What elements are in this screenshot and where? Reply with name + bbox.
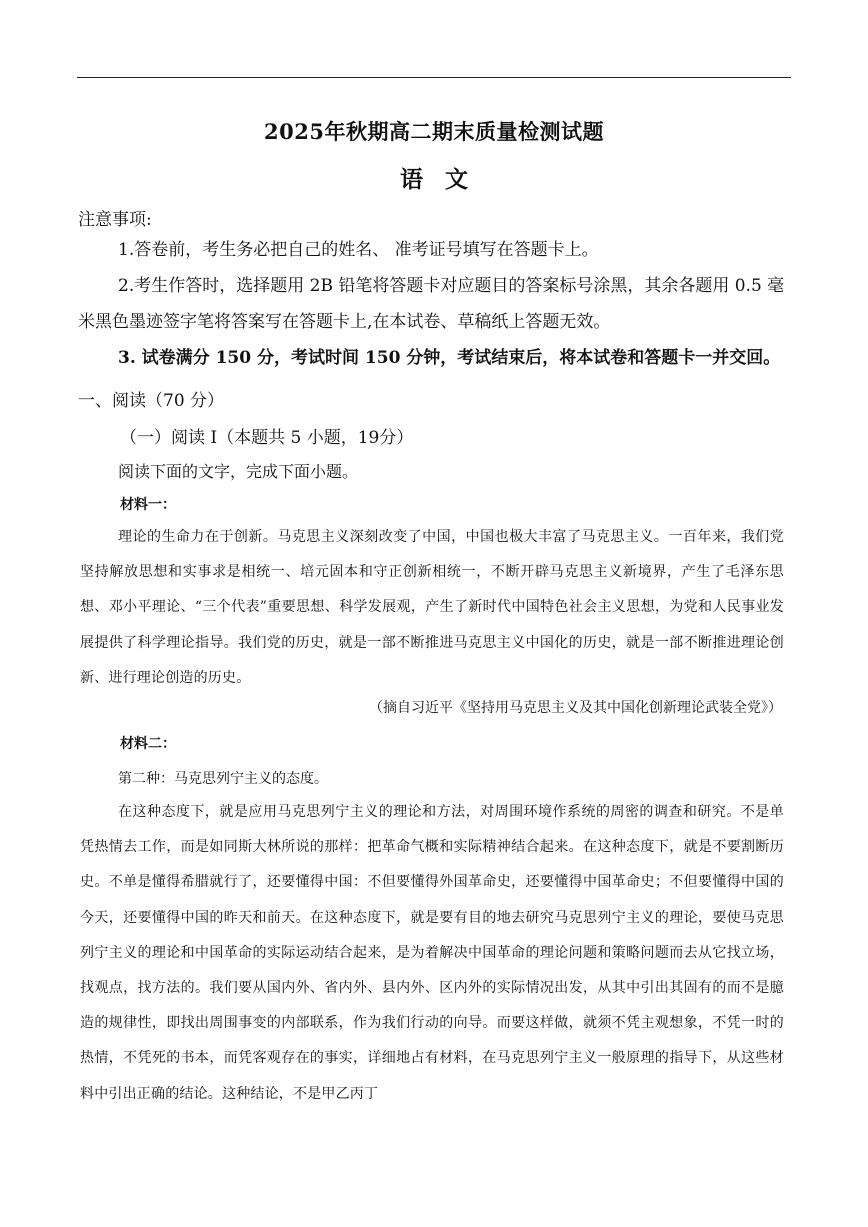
material2-text: 在这种态度下，就是应用马克思列宁主义的理论和方法，对周围环境作系统的周密的调查和研究。不是单凭热情去工作，而是如同斯大林所说的那样：把革命气概和实际精神结合起来。在这种态度下，就是不要割断历史。不单是懂得希腊就行了，还要懂得中国：不但要懂得外国革命史，还要懂得中国革命史；不但要懂得中国的今天，还要懂得中国的昨天和前天。在这种态度下，就是要有目的地去研究马克思列宁主义的理论，要使马克思列宁主义的理论和中国革命的实际运动结合起来，是为着解决中国革命的理论问题和策略问题而去从它找立场，找观点，找方法的。我们要从国内外、省内外、县内外、区内外的实际情况出发，从其中引出其固有的而不是臆造的规律性，即找出周围事变的内部联系，作为我们行动的向导。而要这样做，就须不凭主观想象，不凭一时的热情，不凭死的书本，而凭客观存在的事实，详细地占有材料，在马克思列宁主义一般原理的指导下，从这些材料中引出正确的结论。这种结论，不是甲乙丙丁 — [80, 804, 784, 1102]
notice-heading: 注意事项: — [78, 210, 152, 230]
material1-text: 理论的生命力在于创新。马克思主义深刻改变了中国，中国也极大丰富了马克思主义。一百年来，我们党坚持解放思想和实事求是相统一、培元固本和守正创新相统一，不断开辟马克思主义新境界，产生了毛泽东思想、邓小平理论、“三个代表”重要思想、科学发展观，产生了新时代中国特色社会主义思想，为党和人民事业发展提供了科学理论指导。我们党的历史，就是一部不断推进马克思主义中国化的历史，就是一部不断推进理论创新、进行理论创造的历史。 — [80, 529, 784, 686]
reading-instruction: 阅读下面的文字，完成下面小题。 — [118, 462, 359, 481]
header-rule — [77, 77, 791, 78]
material1-label: 材料一： — [120, 497, 176, 513]
exam-title: 2025年秋期高二期末质量检测试题 — [264, 119, 604, 144]
notice-item-3: 3. 试卷满分 150 分，考试时间 150 分钟，考试结束后，将本试卷和答题卡一并交回。 — [118, 348, 781, 368]
notice-item-1: 1.答卷前，考生务必把自己的姓名、 准考证号填写在答题卡上。 — [118, 240, 599, 260]
notice-item-2: 2.考生作答时，选择题用 2B 铅笔将答题卡对应题目的答案标号涂黑，其余各题用 0.5 毫米黑色墨迹签字笔将答案写在答题卡上,在本试卷、草稿纸上答题无效。 — [78, 276, 785, 332]
section1-subheading: （一）阅读 I（本题共 5 小题，19分） — [120, 428, 414, 448]
material2-label: 材料二： — [120, 736, 176, 752]
material2-subtitle: 第二种：马克思列宁主义的态度。 — [118, 771, 328, 787]
material1-source: （摘自习近平《坚持用马克思主义及其中国化创新理论武装全党》） — [369, 700, 782, 716]
section1-heading: 一、阅读（70 分） — [78, 391, 225, 411]
exam-subject: 语文 — [400, 166, 490, 193]
